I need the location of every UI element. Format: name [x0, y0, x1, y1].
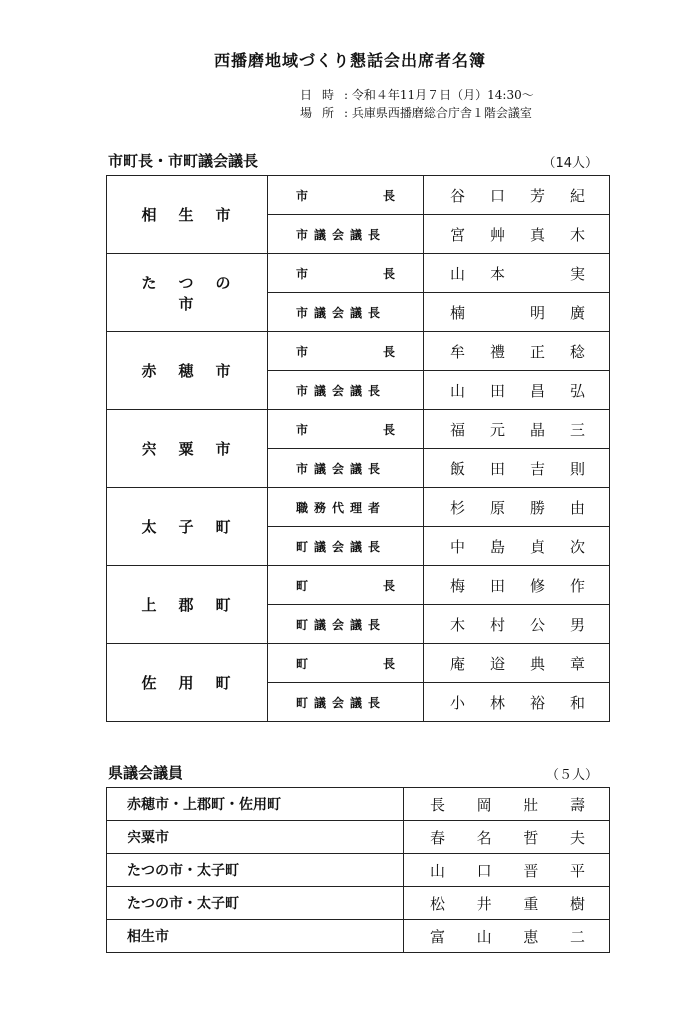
name-char: 由 — [569, 498, 585, 517]
name-char: 山 — [450, 381, 466, 400]
name-char: 和 — [569, 693, 585, 712]
role-char: 長 — [382, 344, 395, 359]
name-char: 艸 — [489, 225, 505, 244]
table-row — [107, 176, 610, 215]
name-cell — [424, 683, 610, 722]
name-char: 林 — [489, 693, 505, 712]
name-char: 田 — [489, 381, 505, 400]
section-mayors-heading — [108, 150, 604, 170]
role-cell — [268, 293, 424, 332]
name-char: 山 — [430, 861, 446, 880]
name-char: 作 — [569, 576, 585, 595]
name-char: 牟 — [450, 342, 466, 361]
date-value: : 令和４年11月７日（月）14:30～ — [344, 88, 534, 102]
table-row — [107, 920, 610, 953]
person-name — [404, 926, 609, 947]
name-char: 本 — [490, 264, 506, 283]
person-name — [424, 419, 609, 440]
role-label: 市議会議長 — [296, 383, 387, 398]
name-cell — [424, 371, 610, 410]
role-cell — [268, 410, 424, 449]
role-cell — [268, 683, 424, 722]
name-char: 飯 — [450, 459, 466, 478]
mayors-table — [106, 175, 610, 722]
name-char: 重 — [523, 894, 539, 913]
municipality-cell: 上郡町 — [107, 566, 268, 644]
name-char: 禮 — [489, 342, 505, 361]
name-cell — [424, 332, 610, 371]
section-assembly-count: （５人） — [545, 768, 598, 783]
role-cell — [268, 215, 424, 254]
name-char: 庵 — [450, 654, 466, 673]
name-cell — [424, 293, 610, 332]
name-char: 典 — [529, 654, 545, 673]
name-char: 木 — [569, 225, 585, 244]
table-row — [107, 887, 610, 920]
name-cell — [424, 410, 610, 449]
role-label — [268, 265, 423, 282]
role-label: 市議会議長 — [296, 461, 387, 476]
person-name — [424, 458, 609, 479]
name-char: 昌 — [529, 381, 545, 400]
name-char: 公 — [529, 615, 545, 634]
name-char: 吉 — [529, 459, 545, 478]
name-cell — [404, 821, 610, 854]
name-char: 紀 — [569, 186, 585, 205]
district-cell: たつの市・太子町 — [107, 854, 404, 887]
name-char: 梅 — [450, 576, 466, 595]
person-name — [424, 185, 609, 206]
name-char: 山 — [476, 927, 492, 946]
name-char: 島 — [489, 537, 505, 556]
name-char: 修 — [529, 576, 545, 595]
name-char: 田 — [489, 459, 505, 478]
name-cell — [424, 215, 610, 254]
name-char: 樹 — [569, 894, 585, 913]
name-cell — [424, 566, 610, 605]
role-label: 町議会議長 — [296, 539, 387, 554]
name-char: 貞 — [529, 537, 545, 556]
role-char: 長 — [382, 656, 395, 671]
name-cell — [404, 887, 610, 920]
role-label: 職務代理者 — [296, 500, 387, 515]
name-char: 実 — [569, 264, 585, 283]
table-row — [107, 644, 610, 683]
table-row — [107, 566, 610, 605]
person-name — [424, 653, 609, 674]
municipality-cell: 佐用町 — [107, 644, 268, 722]
name-char: 松 — [430, 894, 446, 913]
person-name — [424, 692, 609, 713]
name-char: 宮 — [450, 225, 466, 244]
role-cell — [268, 176, 424, 215]
role-cell — [268, 566, 424, 605]
role-cell — [268, 371, 424, 410]
name-char: 谷 — [450, 186, 466, 205]
municipality-cell: 宍粟市 — [107, 410, 268, 488]
name-char: 壽 — [569, 795, 585, 814]
name-char — [490, 302, 505, 323]
name-char: 明 — [529, 303, 545, 322]
name-char: 村 — [489, 615, 505, 634]
name-char: 裕 — [529, 693, 545, 712]
role-cell — [268, 488, 424, 527]
name-char: 晶 — [529, 420, 545, 439]
name-char: 口 — [489, 186, 505, 205]
district-cell: 相生市 — [107, 920, 404, 953]
role-char: 町 — [296, 578, 309, 593]
name-char: 夫 — [569, 828, 585, 847]
name-cell — [404, 788, 610, 821]
person-name — [424, 575, 609, 596]
role-cell — [268, 644, 424, 683]
role-char: 市 — [296, 266, 309, 281]
role-label — [268, 421, 423, 438]
role-char: 長 — [382, 578, 395, 593]
role-char: 町 — [296, 656, 309, 671]
role-label: 町議会議長 — [296, 695, 387, 710]
section-assembly-heading — [108, 762, 604, 782]
name-char: 恵 — [523, 927, 539, 946]
municipality-cell: たつの市 — [107, 254, 268, 332]
name-char: 岡 — [476, 795, 492, 814]
role-label — [268, 187, 423, 204]
name-char: 三 — [569, 420, 585, 439]
name-char: 口 — [476, 861, 492, 880]
name-char: 男 — [569, 615, 585, 634]
person-name — [424, 302, 609, 323]
role-char: 市 — [296, 344, 309, 359]
name-char: 福 — [450, 420, 466, 439]
table-row — [107, 854, 610, 887]
name-char: 真 — [529, 225, 545, 244]
role-char: 長 — [382, 266, 395, 281]
name-cell — [404, 854, 610, 887]
person-name — [404, 860, 609, 881]
person-name — [424, 341, 609, 362]
district-cell: 赤穂市・上郡町・佐用町 — [107, 788, 404, 821]
name-char — [530, 263, 545, 284]
place-label: 場所 — [300, 106, 345, 120]
table-row — [107, 254, 610, 293]
person-name — [424, 614, 609, 635]
person-name — [404, 893, 609, 914]
document-title: 西播磨地域づくり懇話会出席者名簿 — [213, 51, 486, 70]
name-char: 楠 — [450, 303, 466, 322]
name-char: 富 — [430, 927, 446, 946]
role-label: 町議会議長 — [296, 617, 387, 632]
person-name — [424, 263, 609, 284]
name-char: 田 — [489, 576, 505, 595]
place-value: : 兵庫県西播磨総合庁舎１階会議室 — [344, 106, 532, 120]
name-char: 勝 — [529, 498, 545, 517]
section-mayors-count: （14人） — [542, 156, 598, 171]
name-char: 元 — [489, 420, 505, 439]
municipality-cell: 相生市 — [107, 176, 268, 254]
role-cell — [268, 527, 424, 566]
assembly-table — [106, 787, 610, 953]
name-char: 杉 — [450, 498, 466, 517]
name-char: 長 — [430, 795, 446, 814]
role-cell — [268, 332, 424, 371]
date-label: 日時 — [300, 88, 345, 102]
name-cell — [424, 488, 610, 527]
role-label: 市議会議長 — [296, 305, 387, 320]
person-name — [424, 224, 609, 245]
person-name — [404, 827, 609, 848]
name-char: 小 — [450, 693, 466, 712]
name-char: 二 — [569, 927, 585, 946]
name-char: 春 — [430, 828, 446, 847]
role-cell — [268, 605, 424, 644]
name-cell — [424, 605, 610, 644]
name-char: 芳 — [529, 186, 545, 205]
person-name — [424, 380, 609, 401]
role-label — [268, 655, 423, 672]
role-cell — [268, 254, 424, 293]
meeting-place — [300, 104, 532, 121]
name-char: 則 — [569, 459, 585, 478]
name-cell — [424, 527, 610, 566]
name-char: 壯 — [523, 795, 539, 814]
name-cell — [404, 920, 610, 953]
name-char: 木 — [450, 615, 466, 634]
municipality-cell: 太子町 — [107, 488, 268, 566]
district-cell: 宍粟市 — [107, 821, 404, 854]
name-char: 井 — [476, 894, 492, 913]
person-name — [424, 497, 609, 518]
section-mayors-title: 市町長・市町議会議長 — [108, 152, 259, 170]
name-char: 中 — [450, 537, 466, 556]
name-char: 平 — [569, 861, 585, 880]
name-char: 哲 — [523, 828, 539, 847]
role-label: 市議会議長 — [296, 227, 387, 242]
role-char: 市 — [296, 188, 309, 203]
table-row — [107, 788, 610, 821]
meeting-date — [300, 86, 534, 103]
municipality-cell: 赤穂市 — [107, 332, 268, 410]
name-char: 原 — [489, 498, 505, 517]
table-row — [107, 410, 610, 449]
district-cell: たつの市・太子町 — [107, 887, 404, 920]
name-char: 逧 — [489, 654, 505, 673]
name-char: 稔 — [569, 342, 585, 361]
table-row — [107, 332, 610, 371]
name-char: 名 — [476, 828, 492, 847]
name-char: 廣 — [569, 303, 585, 322]
role-char: 長 — [382, 188, 395, 203]
name-char: 正 — [529, 342, 545, 361]
role-char: 長 — [382, 422, 395, 437]
role-char: 市 — [296, 422, 309, 437]
name-cell — [424, 449, 610, 488]
name-cell — [424, 254, 610, 293]
role-label — [268, 577, 423, 594]
name-char: 山 — [450, 264, 466, 283]
table-row — [107, 488, 610, 527]
role-label — [268, 343, 423, 360]
name-char: 次 — [569, 537, 585, 556]
name-cell — [424, 644, 610, 683]
name-char: 晋 — [523, 861, 539, 880]
section-assembly-title: 県議会議員 — [108, 764, 184, 782]
table-row — [107, 821, 610, 854]
name-char: 章 — [569, 654, 585, 673]
name-char: 弘 — [569, 381, 585, 400]
person-name — [424, 536, 609, 557]
person-name — [404, 794, 609, 815]
name-cell — [424, 176, 610, 215]
role-cell — [268, 449, 424, 488]
